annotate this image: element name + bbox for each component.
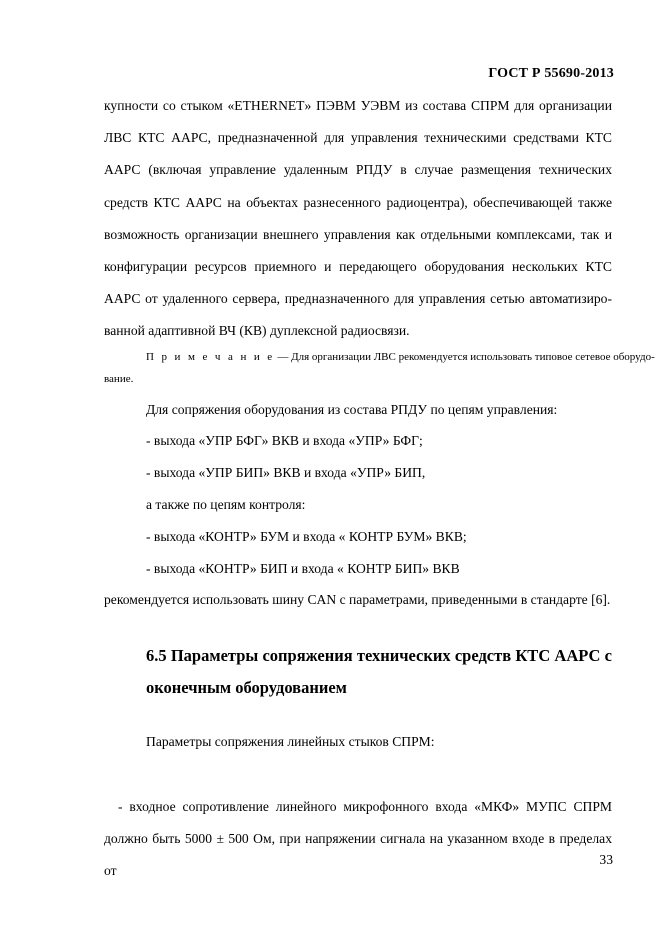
list-item: - выхода «КОНТР» БУМ и входа « КОНТР БУМ» ВКВ; <box>146 529 467 544</box>
text-line: ААРС (включая управление удаленным РПДУ в случае размещения технических <box>104 162 612 178</box>
heading-line: оконечным оборудованием <box>146 678 347 697</box>
document-code-header: ГОСТ Р 55690-2013 <box>488 66 614 81</box>
note-text-continuation: вание. <box>104 373 134 385</box>
list-item: - выхода «УПР БФГ» ВКВ и входа «УПР» БФГ; <box>146 433 423 448</box>
intro-paragraph <box>104 90 612 348</box>
rpdu-also-text: а также по цепям контроля: <box>146 497 306 512</box>
text-line: купности со стыком «ETHERNET» ПЭВМ УЭВМ из состава СПРМ для организации <box>104 98 612 113</box>
section-intro: Параметры сопряжения линейных стыков СПРМ: <box>146 734 435 749</box>
note-text: Для организации ЛВС рекомендуется использовать типовое сетевое оборудо- <box>291 351 655 363</box>
section-heading <box>146 640 612 704</box>
list-item: - выхода «КОНТР» БИП и входа « КОНТР БИП» ВКВ <box>146 561 460 576</box>
list-item: - выхода «УПР БИП» ВКВ и входа «УПР» БИП, <box>146 465 426 480</box>
page-number: 33 <box>599 852 613 867</box>
rpdu-intro: Для сопряжения оборудования из состава РПДУ по цепям управления: <box>146 402 558 417</box>
note-label: П р и м е ч а н и е <box>146 351 275 363</box>
text-line: - входное сопротивление линейного микрофонного входа «МКФ» МУПС СПРМ <box>118 799 612 814</box>
text-line: возможность организации внешнего управления как отдельными комплексами, так и <box>104 226 612 242</box>
text-line: ЛВС КТС ААРС, предназначенной для управления техническими средствами КТС <box>104 130 612 146</box>
rpdu-conclusion: рекомендуется использовать шину CAN с параметрами, приведенными в стандарте [6]. <box>104 592 611 607</box>
heading-line: 6.5 Параметры сопряжения технических средств КТС ААРС с <box>146 646 612 665</box>
text-line: средств КТС ААРС на объектах разнесенного радиоцентра), обеспечивающей также <box>104 194 612 210</box>
note-dash: — <box>274 351 292 363</box>
text-line: должно быть 5000 ± 500 Ом, при напряжении сигнала на указанном входе в пределах от <box>104 831 612 879</box>
text-line: ААРС от удаленного сервера, предназначенного для управления сетью автоматизиро- <box>104 291 612 307</box>
note-block <box>104 346 655 390</box>
text-line: ванной адаптивной ВЧ (КВ) дуплексной радиосвязи. <box>104 323 410 339</box>
text-line: конфигурации ресурсов приемного и передающего оборудования нескольких КТС <box>104 258 612 274</box>
